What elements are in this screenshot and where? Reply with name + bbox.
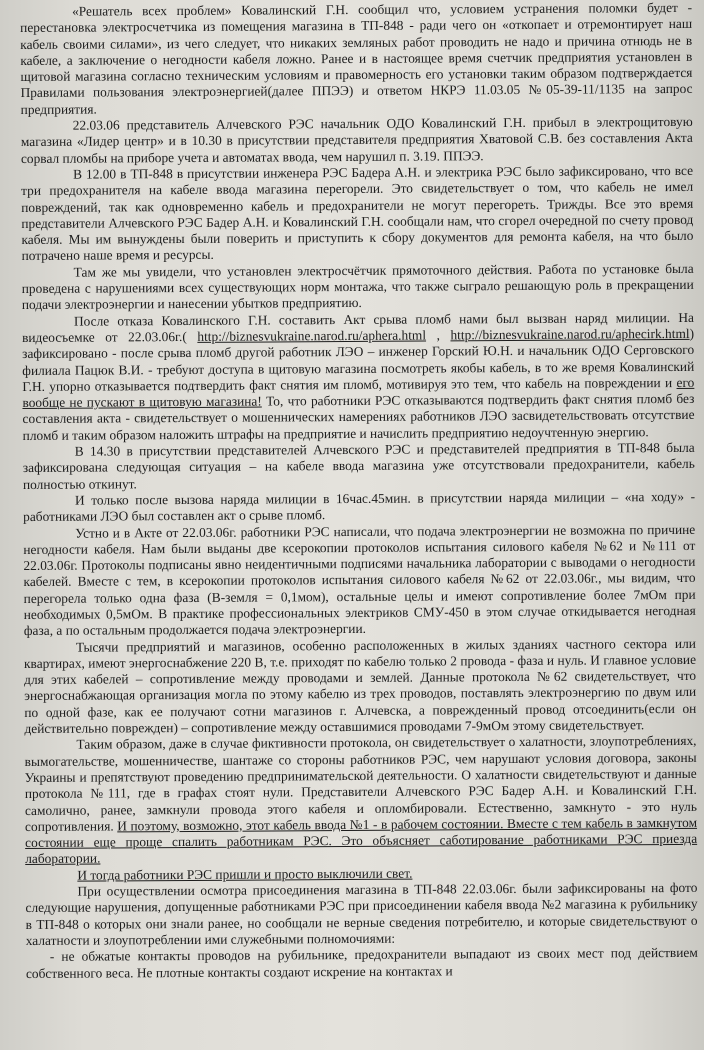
underlined-text: его вообще не пускают в щитовую магазина!: [22, 374, 695, 411]
paragraph: [23, 489, 695, 526]
bullet-paragraph: [26, 945, 698, 982]
text-run: Тысячи предприятий и магазинов, особенно расположенных в жилых зданиях частного сектора или квартирах, имеют энергоснабжение 220 В, т.е. приходят по кабелю только 2 провода - фаза и нуль. И главное условие для этих кабелей – сопротивление между проводами и землей. Данные протокола №62 свидетельствует, что энергоснабжающая организация могла по этому кабелю из трех проводов, поставлять электроэнергию по двум или по одной фазе, как ее получают сотни магазинов г. Алчевска, а поврежденный провод отсоединить(если он действительно поврежден) – сопротивление между оставшимися проводами 7-9мОм этому свидетельствует.: [23, 635, 697, 737]
text-run: ,: [425, 327, 451, 343]
document-body: [20, 0, 698, 982]
paragraph: [20, 0, 693, 118]
text-run: ) зафиксировано - после срыва пломб другой работник ЛЭО – инженер Горский Ю.Н. и начальник ОДО Серговского филиала Пацюк В.И. - требуют доступа в щитовую магазина посмотреть якобы кабель, в то же время Ковалинский Г.Н. упорно отказывается подтвердить факт снятия им пломб, мотивируя это тем, что кабель на повреждении и: [22, 325, 695, 394]
text-run: Там же мы увидели, что установлен электросчётчик прямоточного действия. Работа по установке была проведена с нарушениями всех существующих норм монтажа, что также сыграло решающую роль в прекращении подачи электроэнергии и нанесении убытков предприятию.: [21, 260, 694, 313]
paragraph: [21, 114, 693, 167]
paragraph: [24, 635, 697, 737]
text-run: - не обжатые контакты проводов на рубильнике, предохранители выпадают из своих мест под действием собственного веса. Не плотные контакты создают искрение на контактах и: [25, 945, 698, 981]
text-run: Таким образом, даже в случае фиктивности протокола, он свидетельствует о халатности, злоупотреблениях, вымогательстве, мошенничестве, шантаже со стороны работников РЭС, чем нарушают условия договора, законы Украины и препятствуют проведению предпринимательской деятельности. О халатности свидетельствуют и данные протокола №111, где в графах стоят нули. Представители Алчевского РЭС Бадер А.Н. и Ковалинский Г.Н. самолично, ранее, замкнули провода этого кабеля и опломбировали. Естественно, замкнуто - это нуль сопротивления.: [24, 733, 697, 834]
paragraph: [23, 521, 696, 639]
text-run: Устно и в Акте от 22.03.06г. работники РЭС написали, что подача электроэнергии не возможна по причине негодности кабеля. Нам были выданы две ксерокопии протоколов испытания силового кабеля №62 и №111 от 22.03.06г. Протоколы подписаны явно неидентичными подписями начальника лаборатории с выводами о негодности кабелей. Вместе с тем, в ксерокопии протоколов испытания силового кабеля №62 от 22.03.06г., мы видим, что перегорела только одна фаза (В-земля = 0,1мом), остальные целы и имеют сопротивление более 7мОм при необходимых 0,5мОм. В практике профессиональных электриков СМУ-450 в этом случае откидывается негодная фаза, а по остальным продолжается подача электроэнергии.: [23, 521, 696, 639]
text-run: И только после вызова наряда милиции в 16час.45мин. в присутствии наряда милиции – «на ходу» - работниками ЛЭО был составлен акт о срыве пломб.: [23, 488, 696, 525]
paragraph: [24, 733, 697, 867]
text-run: В 12.00 в ТП-848 в присутствии инженера РЭС Бадера А.Н. и электрика РЭС было зафиксировано, что все три предохранителя на кабеле ввода магазина перегорели. Это свидетельствует о том, что кабель не имел повреждений, так как одновременно кабель и предохранители не могут перегореть. Трижды. Все это время представители Алчевского РЭС Бадер А.Н. и Ковалинский Г.Н. сообщали нам, что сгорел очередной по счету провод кабеля. Мы им вынуждены были поверить и приступить к сбору документов для ремонта кабеля, на что было потрачено наше время и ресурсы.: [21, 162, 694, 264]
hyperlink[interactable]: http://biznesvukraine.narod.ru/aphera.html: [197, 327, 427, 344]
underlined-text: И тогда работники РЭС пришли и просто выключили свет.: [77, 865, 413, 883]
text-run: В 14.30 в присутствии представителей Алчевского РЭС и представителей предприятия в ТП-848 была зафиксирована следующая ситуация – на кабеле ввода магазина уже отсутствовали предохранители, кабель полностью откинут.: [22, 439, 695, 492]
text-run: 22.03.06 представитель Алчевского РЭС начальник ОДО Ковалинский Г.Н. прибыл в электрощитовую магазина «Лидер центр» и в 10.30 в присутствии представителя предприятия Хватовой С.В. без составления Акта сорвал пломбы на приборе учета и автоматах ввода, чем нарушил п. 3.19. ППЭЭ.: [20, 113, 693, 166]
underlined-text: И поэтому, возможно, этот кабель ввода №1 - в рабочем состоянии. Вместе с тем кабель в замкнутом состоянии еще проще спалить работникам РЭС. Это объясняет саботирование работниками РЭС приезда лаборатории.: [25, 814, 698, 867]
paragraph: [21, 163, 694, 265]
text-run: При осуществлении осмотра присоединения магазина в ТП-848 22.03.06г. были зафиксированы на фото следующие нарушения, допущенные работниками РЭС при присоединении кабеля ввода №2 магазина к рубильнику в ТП-848 о которых они знали ранее, но сообщали не верные сведения потребителю, и которые свидетельствуют о халатности и злоупотреблении ими служебными полномочиями:: [25, 879, 698, 948]
paragraph: [25, 880, 697, 949]
paragraph: [22, 261, 694, 314]
text-run: После отказа Ковалинского Г.Н. составить Акт срыва пломб нами был вызван наряд милиции. На видеосъемке от 22.03.06г.(: [21, 309, 694, 345]
paragraph: [23, 440, 695, 493]
hyperlink[interactable]: http://biznesvukraine.narod.ru/aphecirk.html: [450, 325, 690, 343]
text-run: То, что работники РЭС отказываются подтвердить факт снятия пломб без составления акта - свидетельствует о мошеннических намерениях работников ЛЭО засвидетельствовать отсутствие пломб и таким образом наложить штрафы на предприятие и начислить предприятию недоучтенную энергию.: [22, 391, 695, 443]
paragraph: [22, 310, 695, 444]
text-run: «Решатель всех проблем» Ковалинский Г.Н. сообщил что, условием устранения поломки будет - перестановка электросчетчика из помещения магазина в ТП-848 - ради чего он «откопает и отремонтирует наш кабель своими силами», из чего следует, что никаких земляных работ проводить не надо и причина отнюдь не в кабеле, а заключение о негодности кабеля ложно. Ранее и в настоящее время счетчик предприятия установлен в щитовой магазина согласно техническим условиям и правомерность его установки таким образом подтверждается Правилами пользования электроэнергией(далее ППЭЭ) и ответом НКРЭ 11.03.05 №05-39-11/1135 на запрос предприятия.: [20, 0, 693, 117]
